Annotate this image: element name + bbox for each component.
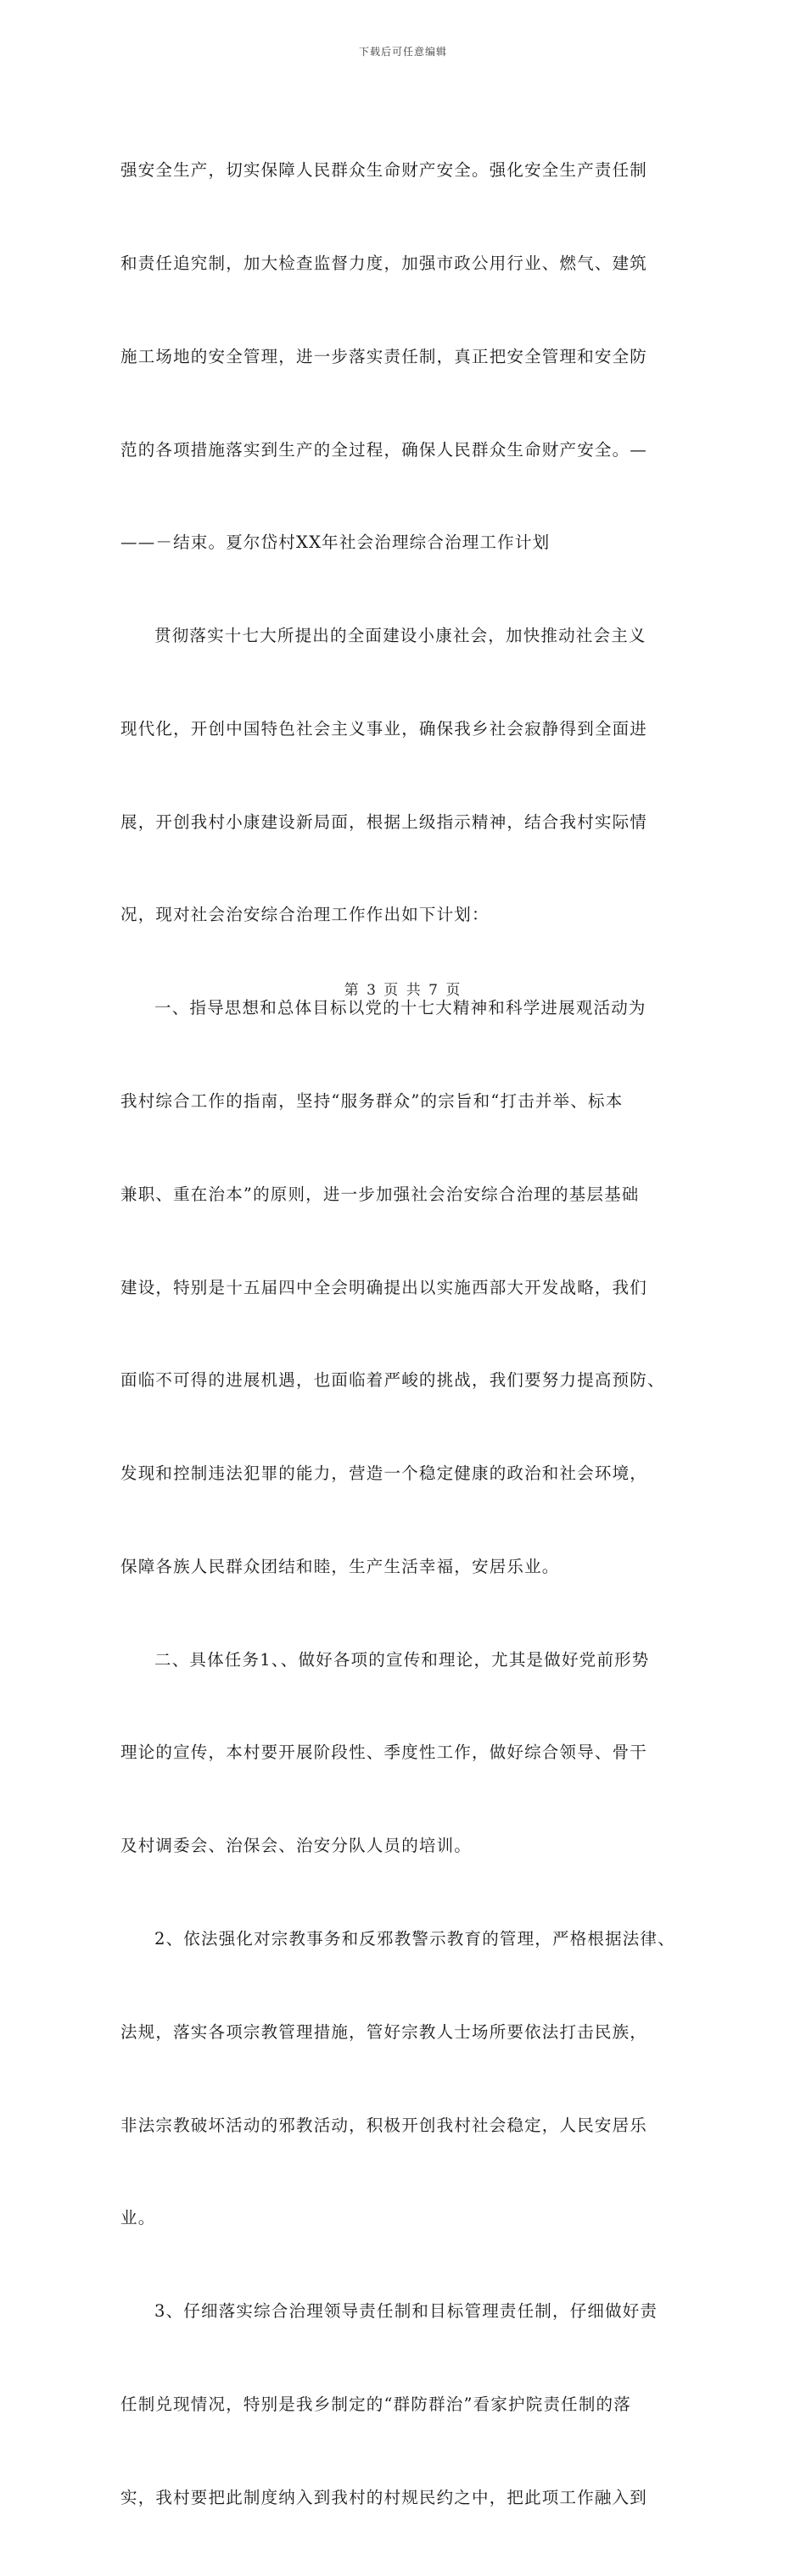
text-line: 一、指导思想和总体目标以党的十七大精神和科学进展观活动为 — [154, 998, 646, 1018]
text-line: 实，我村要把此制度纳入到我村的村规民约之中，把此项工作融入到 — [120, 2487, 648, 2507]
text-line: 强安全生产，切实保障人民群众生命财产安全。强化安全生产责任制 — [120, 160, 648, 181]
text-line: 法规，落实各项宗教管理措施，管好宗教人士场所要依法打击民族， — [120, 2021, 648, 2042]
text-line: 2、依法强化对宗教事务和反邪教警示教育的管理，严格根据法律、 — [154, 1929, 675, 1949]
document-body — [120, 93, 697, 2576]
text-line: 兼职、重在治本”的原则，进一步加强社会治安综合治理的基层基础 — [120, 1184, 640, 1204]
text-line: 建设，特别是十五届四中全会明确提出以实施西部大开发战略，我们 — [120, 1277, 648, 1297]
text-line: 展，开创我村小康建设新局面，根据上级指示精神，结合我村实际情 — [120, 811, 648, 832]
text-line: 任制兑现情况，特别是我乡制定的“群防群治”看家护院责任制的落 — [120, 2394, 631, 2414]
text-line: 范的各项措施落实到生产的全过程，确保人民群众生命财产安全。— — [120, 439, 648, 460]
text-line: 贯彻落实十七大所提出的全面建设小康社会，加快推动社会主义 — [154, 626, 646, 646]
text-line: 3、仔细落实综合治理领导责任制和目标管理责任制，仔细做好责 — [154, 2301, 658, 2322]
text-line: 施工场地的安全管理，进一步落实责任制，真正把安全管理和安全防 — [120, 346, 648, 366]
text-line: 现代化，开创中国特色社会主义事业，确保我乡社会寂静得到全面进 — [120, 718, 648, 739]
page-header: 下载后可任意编辑 — [358, 46, 447, 58]
text-line: 理论的宣传，本村要开展阶段性、季度性工作，做好综合领导、骨干 — [120, 1742, 648, 1763]
text-line: 我村综合工作的指南，坚持“服务群众”的宗旨和“打击并举、标本 — [120, 1091, 624, 1111]
text-line: 及村调委会、治保会、治安分队人员的培训。 — [120, 1836, 473, 1856]
text-line: 况，现对社会治安综合治理工作作出如下计划： — [120, 905, 490, 925]
text-line: 保障各族人民群众团结和睦，生产生活幸福，安居乐业。 — [120, 1556, 560, 1576]
text-line: 二、具体任务1、、做好各项的宣传和理论，尤其是做好党前形势 — [154, 1649, 650, 1670]
text-line: 发现和控制违法犯罪的能力，营造一个稳定健康的政治和社会环境， — [120, 1464, 648, 1484]
text-line: 业。 — [120, 2208, 156, 2228]
text-line: ——－结束。夏尔岱村XX年社会治理综合治理工作计划 — [120, 532, 551, 553]
text-line: 和责任追究制，加大检查监督力度，加强市政公用行业、燃气、建筑 — [120, 253, 648, 273]
body-text — [120, 93, 697, 2576]
page-number: 第 3 页 共 7 页 — [344, 982, 462, 999]
text-line: 面临不可得的进展机遇，也面临着严峻的挑战，我们要努力提高预防、 — [120, 1370, 665, 1391]
text-line: 非法宗教破坏活动的邪教活动，积极开创我村社会稳定，人民安居乐 — [120, 2115, 648, 2135]
